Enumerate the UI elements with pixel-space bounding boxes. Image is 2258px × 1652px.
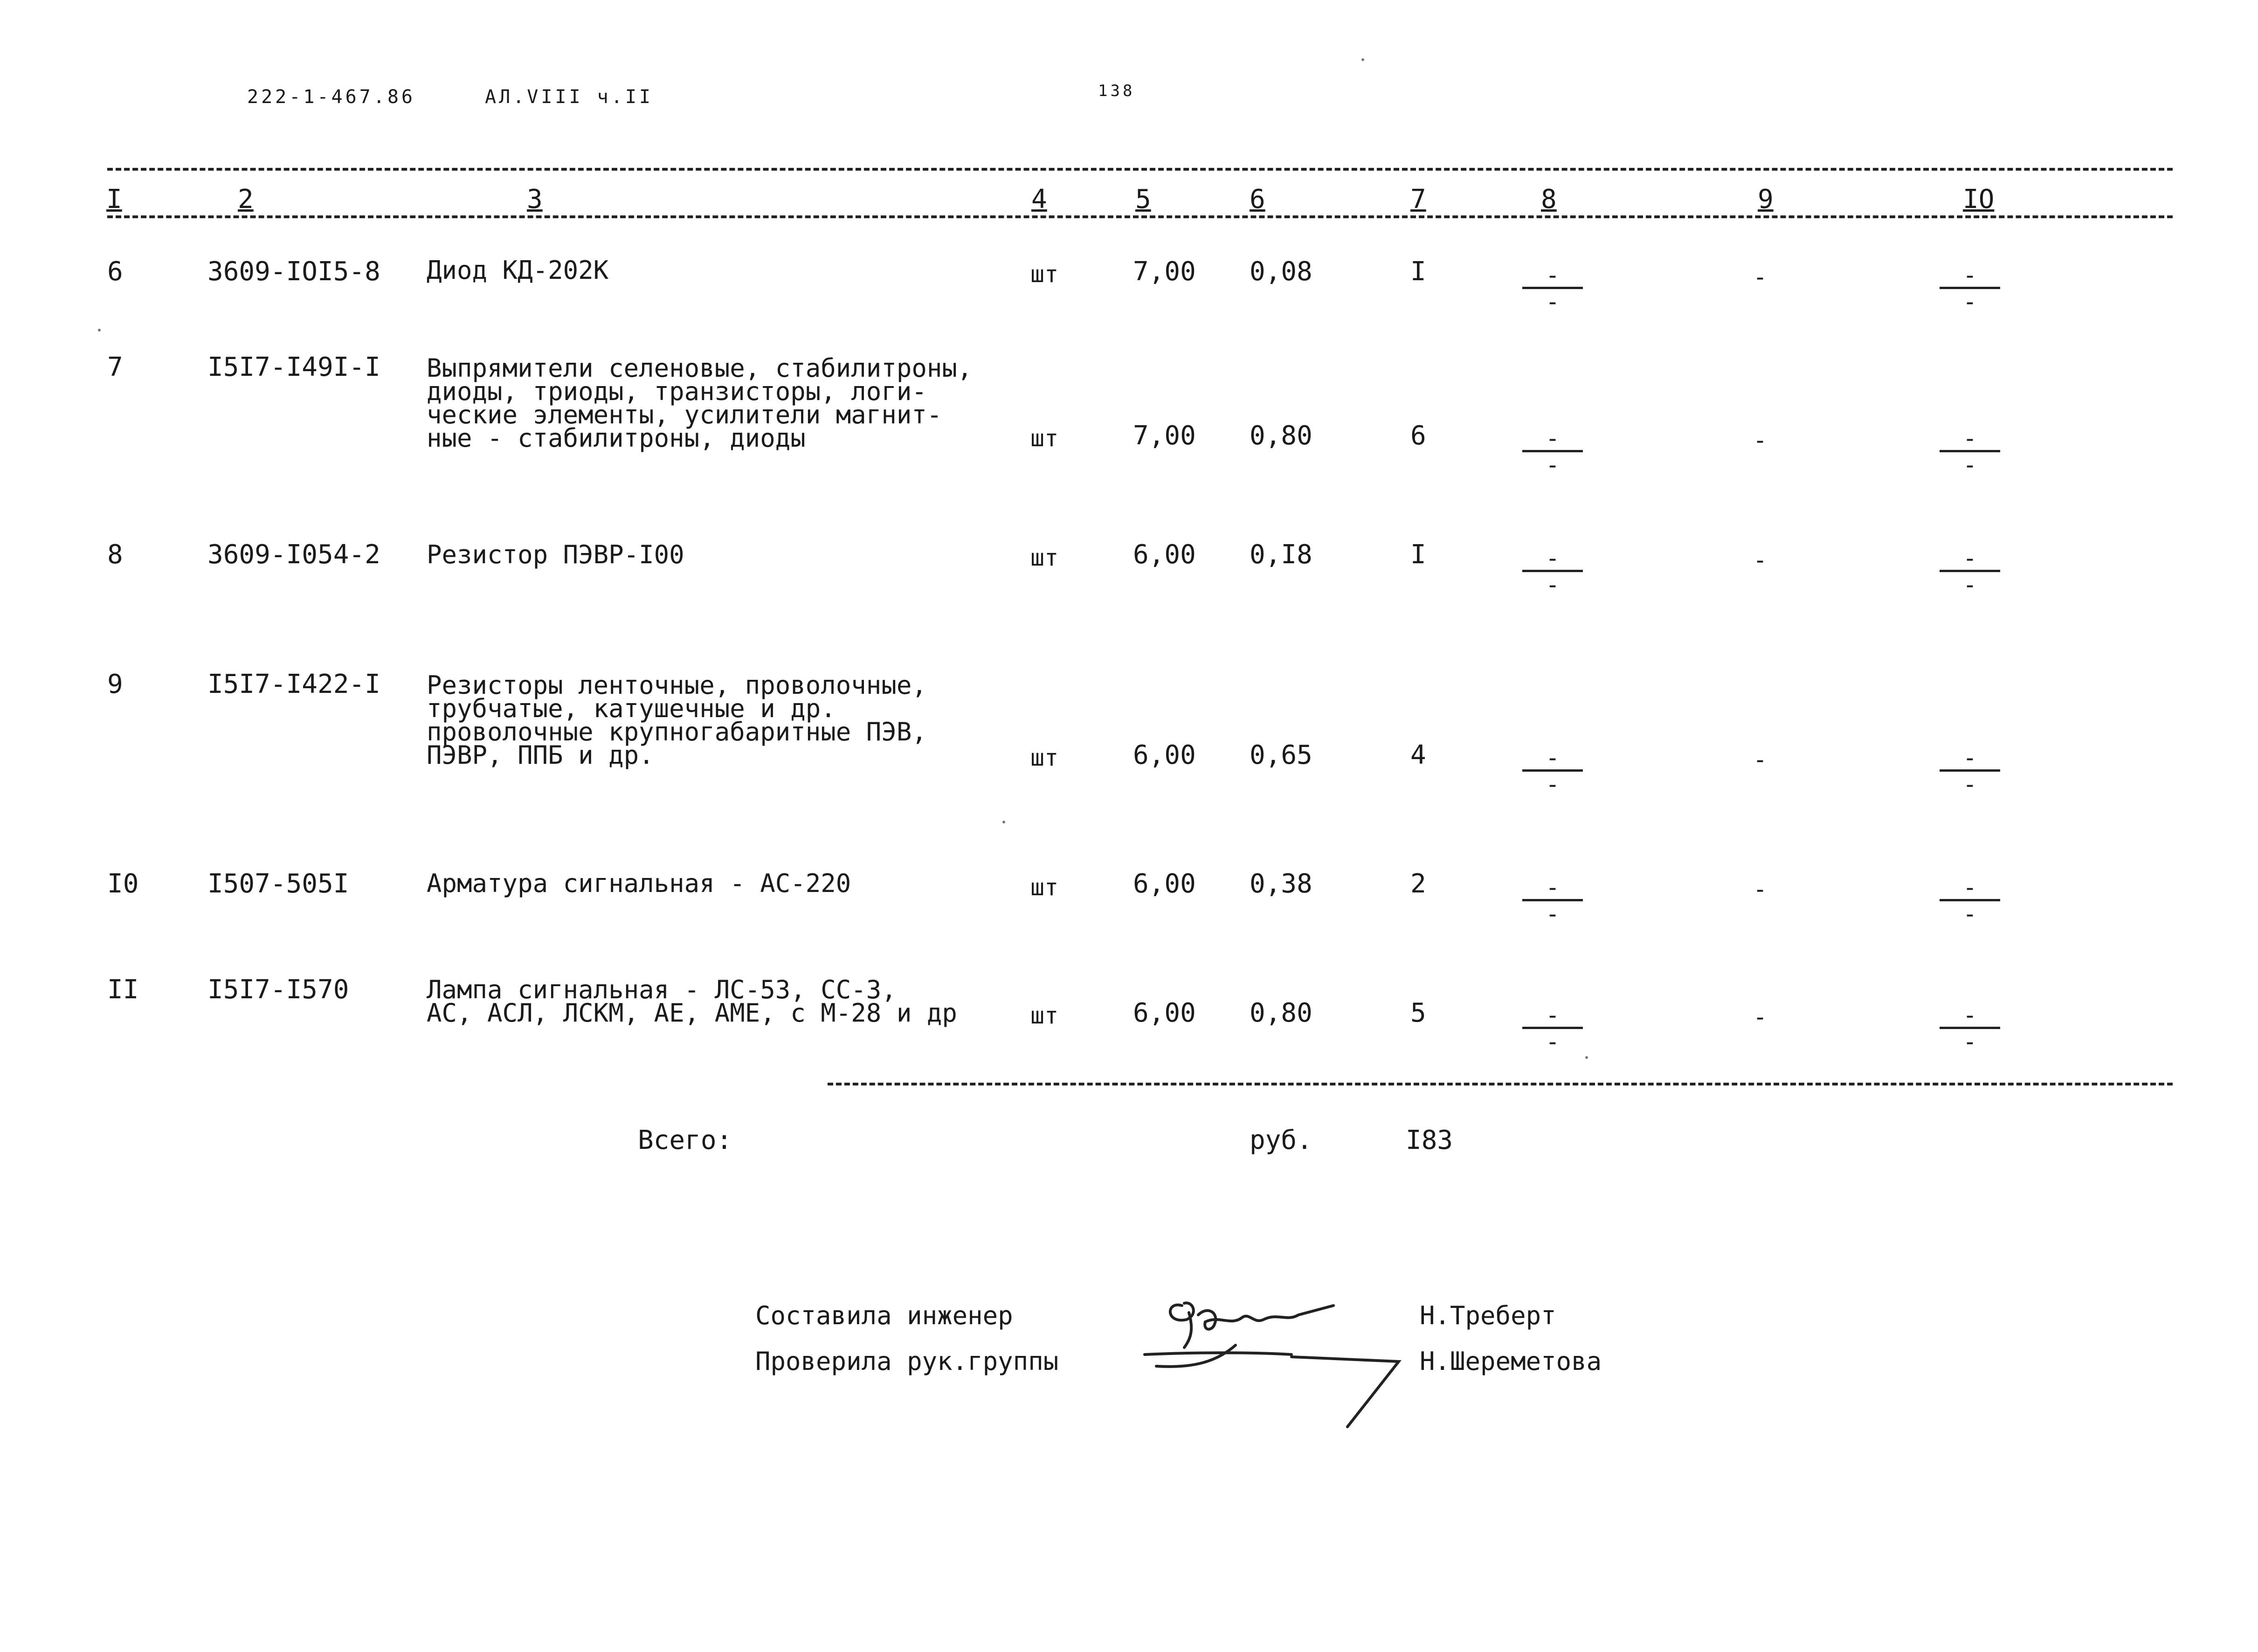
fraction-denominator: - <box>1962 571 1977 598</box>
fraction-numerator: - <box>1962 425 1977 452</box>
column-7-value: 2 <box>1410 869 1426 899</box>
column-header-3: 3 <box>527 184 543 214</box>
item-description: Лампа сигнальная - ЛС-53, СС-3, АС, АСЛ, ЛСКМ, АЕ, АМЕ, с М-28 и др <box>427 975 957 1028</box>
scan-speck <box>1585 1056 1588 1059</box>
column-5-value: 7,00 <box>1133 256 1196 287</box>
column-6-value: 0,I8 <box>1250 539 1312 570</box>
handwritten-signatures <box>1138 1287 1427 1436</box>
column-5-value: 7,00 <box>1133 421 1196 451</box>
fraction-numerator: - <box>1962 744 1977 771</box>
column-8-fraction <box>1522 1003 1583 1053</box>
column-7-value: 4 <box>1410 740 1426 770</box>
fraction-denominator: - <box>1962 771 1977 798</box>
row-number: 9 <box>107 669 123 699</box>
album-reference: АЛ.VIII ч.II <box>485 86 653 108</box>
total-label: Всего: <box>638 1125 732 1155</box>
fraction-denominator: - <box>1962 1028 1977 1055</box>
price-code: 3609-I054-2 <box>207 539 380 570</box>
total-unit: руб. <box>1250 1125 1312 1155</box>
unit: шт <box>1030 544 1059 571</box>
compiled-by-label: Составила инженер <box>755 1301 1013 1330</box>
table-bottom-border <box>828 1083 2173 1085</box>
column-9-value: - <box>1753 427 1768 454</box>
fraction-denominator: - <box>1962 900 1977 927</box>
column-6-value: 0,80 <box>1250 421 1312 451</box>
column-9-value: - <box>1753 546 1768 574</box>
row-number: I0 <box>107 869 139 899</box>
fraction-numerator: - <box>1545 545 1560 572</box>
document-code: 222-1-467.86 <box>247 86 415 108</box>
fraction-denominator: - <box>1962 288 1977 315</box>
signature-sheremetova-strokes <box>1145 1345 1399 1427</box>
fraction-numerator: - <box>1962 545 1977 572</box>
fraction-numerator: - <box>1545 425 1560 452</box>
price-code: 3609-IOI5-8 <box>207 256 380 287</box>
item-description: Арматура сигнальная - АС-220 <box>427 869 851 898</box>
column-9-value: - <box>1753 1003 1768 1030</box>
item-description: Выпрямители селеновые, стабилитроны, диоды, триоды, транзисторы, логи- ческие элементы, усилители магнит- ные - стабилитроны, диоды <box>427 353 973 453</box>
column-5-value: 6,00 <box>1133 869 1196 899</box>
column-10-fraction <box>1940 1003 2000 1053</box>
fraction-denominator: - <box>1545 571 1560 598</box>
column-10-fraction <box>1940 427 2000 477</box>
fraction-denominator: - <box>1545 771 1560 798</box>
row-number: II <box>107 975 139 1005</box>
price-code: I5I7-I570 <box>207 975 349 1005</box>
column-9-value: - <box>1753 746 1768 773</box>
unit: шт <box>1030 425 1059 452</box>
checked-by-name: Н.Шереметова <box>1420 1347 1602 1376</box>
row-number: 6 <box>107 256 123 287</box>
unit: шт <box>1030 1002 1059 1029</box>
column-7-value: I <box>1410 539 1426 570</box>
column-header-2: 2 <box>238 184 254 214</box>
unit: шт <box>1030 744 1059 771</box>
column-9-value: - <box>1753 876 1768 903</box>
price-code: I5I7-I422-I <box>207 669 380 699</box>
column-7-value: 5 <box>1410 998 1426 1028</box>
fraction-numerator: - <box>1545 874 1560 901</box>
column-header-5: 5 <box>1135 184 1151 214</box>
item-description: Резисторы ленточные, проволочные, трубчатые, катушечные и др. проволочные крупногабаритные ПЭВ, ПЭВР, ППБ и др. <box>427 670 927 770</box>
fraction-numerator: - <box>1962 874 1977 901</box>
fraction-denominator: - <box>1545 288 1560 315</box>
total-value: I83 <box>1406 1125 1453 1155</box>
column-header-1: I <box>106 184 122 214</box>
column-6-value: 0,65 <box>1250 740 1312 770</box>
fraction-numerator: - <box>1962 1002 1977 1029</box>
table-top-border <box>107 168 2173 171</box>
fraction-denominator: - <box>1962 451 1977 478</box>
item-description: Диод КД-202К <box>427 256 609 285</box>
column-8-fraction <box>1522 876 1583 926</box>
price-code: I507-505I <box>207 869 349 899</box>
column-header-6: 6 <box>1250 184 1265 214</box>
column-6-value: 0,80 <box>1250 998 1312 1028</box>
column-header-9: 9 <box>1758 184 1774 214</box>
column-8-fraction <box>1522 746 1583 796</box>
column-6-value: 0,38 <box>1250 869 1312 899</box>
unit: шт <box>1030 261 1059 288</box>
column-header-8: 8 <box>1541 184 1557 214</box>
column-5-value: 6,00 <box>1133 539 1196 570</box>
header-bottom-border <box>107 215 2173 218</box>
column-header-4: 4 <box>1031 184 1047 214</box>
column-7-value: 6 <box>1410 421 1426 451</box>
compiled-by-name: Н.Треберт <box>1420 1301 1556 1330</box>
fraction-numerator: - <box>1545 744 1560 771</box>
column-9-value: - <box>1753 263 1768 290</box>
column-header-10: IO <box>1963 184 1995 214</box>
column-10-fraction <box>1940 263 2000 313</box>
fraction-numerator: - <box>1545 262 1560 289</box>
item-description: Резистор ПЭВР-I00 <box>427 540 684 569</box>
page-number: 138 <box>1098 82 1135 100</box>
column-8-fraction <box>1522 427 1583 477</box>
checked-by-label: Проверила рук.группы <box>755 1347 1059 1376</box>
column-5-value: 6,00 <box>1133 998 1196 1028</box>
price-code: I5I7-I49I-I <box>207 352 380 382</box>
column-10-fraction <box>1940 876 2000 926</box>
column-header-7: 7 <box>1410 184 1426 214</box>
column-10-fraction <box>1940 746 2000 796</box>
row-number: 7 <box>107 352 123 382</box>
column-8-fraction <box>1522 546 1583 596</box>
unit: шт <box>1030 874 1059 901</box>
fraction-denominator: - <box>1545 451 1560 478</box>
fraction-numerator: - <box>1962 262 1977 289</box>
fraction-denominator: - <box>1545 900 1560 927</box>
signature-treberit-strokes <box>1170 1303 1333 1348</box>
fraction-denominator: - <box>1545 1028 1560 1055</box>
column-8-fraction <box>1522 263 1583 313</box>
scan-speck <box>1002 821 1005 823</box>
column-10-fraction <box>1940 546 2000 596</box>
column-7-value: I <box>1410 256 1426 287</box>
column-5-value: 6,00 <box>1133 740 1196 770</box>
scan-speck <box>1361 58 1364 61</box>
fraction-numerator: - <box>1545 1002 1560 1029</box>
row-number: 8 <box>107 539 123 570</box>
scan-speck <box>98 329 101 332</box>
column-6-value: 0,08 <box>1250 256 1312 287</box>
